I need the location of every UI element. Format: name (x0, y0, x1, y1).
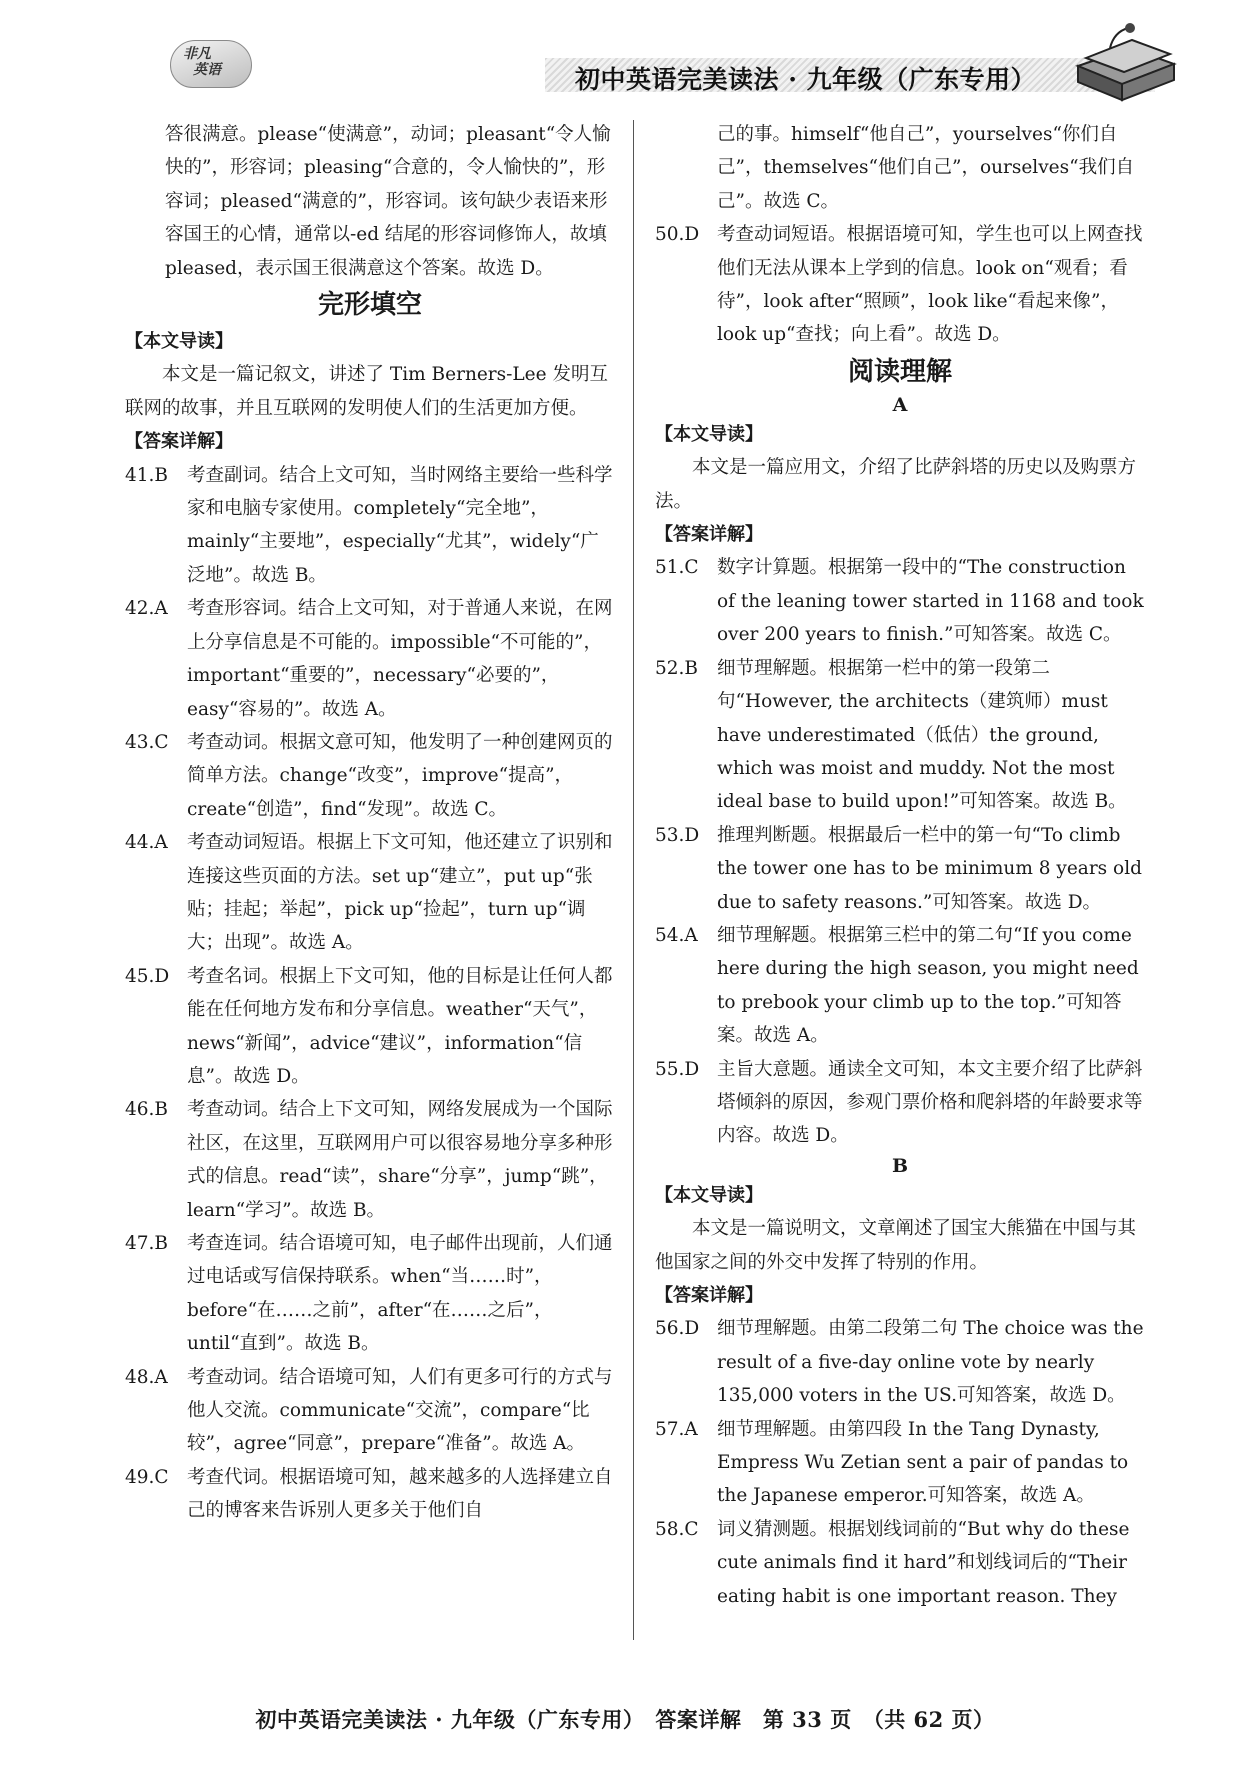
series-logo (170, 40, 252, 88)
part-b-label: B (891, 1154, 909, 1177)
answer-tag: 【答案详解】 (655, 524, 763, 546)
answer-item (125, 459, 615, 593)
answer-item (125, 726, 615, 826)
part-a-label: A (892, 393, 908, 416)
answer-text: 细节理解题。由第四段 In the Tang Dynasty, Empress Wu Zetian sent a pair of pandas to the Japanese emperor.可知答案，故选 A。 (717, 1418, 1129, 1507)
answer-item (125, 960, 615, 1094)
header-title: 初中英语完美读法 · 九年级（广东专用） (575, 65, 1037, 94)
answer-item (125, 826, 615, 960)
answer-text: 细节理解题。根据第三栏中的第二句“If you come here during the high season, you might need to prebook your climb up to the top.”可知答案。故选 A。 (717, 924, 1139, 1047)
answer-text: 考查连词。结合语境可知，电子邮件出现前，人们通过电话或写信保持联系。when“当……时”，before“在……之前”，after“在……之后”，until“直到”。故选 B。 (187, 1233, 613, 1355)
continued-explanation: 己的事。himself“他自己”，yourselves“你们自己”，themselves“他们自己”，ourselves“我们自己”。故选 C。 (717, 124, 1135, 212)
answer-item (125, 1227, 615, 1361)
answer-tag: 【答案详解】 (655, 1285, 763, 1306)
answer-text: 考查动词。结合语境可知，人们有更多可行的方式与他人交流。communicate“交流”，compare“比较”，agree“同意”，prepare“准备”。故选 A。 (187, 1366, 613, 1455)
answer-text: 词义猜测题。根据划线词前的“But why do these cute animals find it hard”和划线词后的“Their eating habit is one important reason. They (717, 1518, 1130, 1607)
answer-number: 52.B (655, 657, 699, 679)
answer-number: 49.C (125, 1466, 169, 1488)
answer-item (655, 551, 1145, 651)
answer-text: 考查形容词。结合上文可知，对于普通人来说，在网上分享信息是不可能的。impossible“不可能的”，important“重要的”，necessary“必要的”，easy“容易的”。故选 A。 (187, 598, 613, 720)
guide-tag: 【本文导读】 (655, 1184, 763, 1206)
page-header (0, 0, 1250, 110)
answer-number: 48.A (125, 1366, 168, 1388)
answer-text: 考查动词。结合上下文可知，网络发展成为一个国际社区，在这里，互联网用户可以很容易地分享多种形式的信息。read“读”，share“分享”，jump“跳”，learn“学习”。故选 B。 (187, 1099, 613, 1221)
answer-number: 47.B (125, 1233, 169, 1254)
logo-text-1: 非凡 (183, 46, 211, 62)
book-icon (1070, 18, 1180, 108)
column-divider (633, 120, 634, 1640)
right-column (655, 118, 1145, 1613)
answer-item (655, 1513, 1145, 1613)
answer-number: 57.A (655, 1418, 698, 1440)
answer-text: 考查动词。根据文意可知，他发明了一种创建网页的简单方法。change“改变”，improve“提高”，create“创造”，find“发现”。故选 C。 (187, 731, 613, 820)
answer-text: 考查代词。根据语境可知，越来越多的人选择建立自己的博客来告诉别人更多关于他们自 (187, 1466, 613, 1522)
answer-number: 55.D (655, 1058, 700, 1080)
answer-number: 44.A (125, 832, 168, 854)
answer-number: 56.D (655, 1318, 700, 1340)
guide-tag: 【本文导读】 (125, 331, 233, 353)
answer-item (125, 592, 615, 726)
answer-text: 主旨大意题。通读全文可知，本文主要介绍了比萨斜塔倾斜的原因，参观门票价格和爬斜塔的年龄要求等内容。故选 D。 (717, 1058, 1143, 1147)
answer-number: 45.D (125, 965, 170, 987)
answer-number: 42.A (125, 598, 168, 620)
logo-text-2: 英语 (193, 62, 221, 78)
section-title-reading: 阅读理解 (847, 356, 952, 387)
answer-text: 考查动词短语。根据上下文可知，他还建立了识别和连接这些页面的方法。set up“建立”，put up“张贴；挂起；举起”，pick up“捡起”，turn up“调大；出现”。故选 A。 (187, 832, 613, 954)
answer-item (125, 1461, 615, 1528)
answer-item (125, 1361, 615, 1461)
answer-item (655, 1312, 1145, 1412)
answer-tag: 【答案详解】 (125, 431, 233, 453)
answer-text: 考查名词。根据上下文可知，他的目标是让任何人都能在任何地方发布和分享信息。weather“天气”，news“新闻”，advice“建议”，information“信息”。故选 D。 (187, 965, 613, 1087)
answer-number: 46.B (125, 1099, 169, 1121)
answer-text: 考查动词短语。根据语境可知，学生也可以上网查找他们无法从课本上学到的信息。look on“观看；看待”，look after“照顾”，look like“看起来像”，look up“查找；向上看”。故选 D。 (717, 224, 1143, 346)
answer-number: 53.D (655, 824, 700, 846)
section-title-cloze: 完形填空 (317, 290, 422, 321)
answer-item (655, 1053, 1145, 1153)
answer-number: 51.C (655, 557, 699, 579)
answer-text: 推理判断题。根据最后一栏中的第一句“To climb the tower one has to be minimum 8 years old due to safety reasons.”可知答案。故选 D。 (717, 824, 1142, 913)
answer-text: 考查副词。结合上文可知，当时网络主要给一些科学家和电脑专家使用。completely“完全地”，mainly“主要地”，especially“尤其”，widely“广泛地”。故选 B。 (187, 464, 613, 586)
answer-number: 58.C (655, 1518, 699, 1540)
guide-text: 本文是一篇应用文，介绍了比萨斜塔的历史以及购票方法。 (655, 457, 1137, 512)
answer-item (655, 652, 1145, 819)
guide-text: 本文是一篇记叙文，讲述了 Tim Berners-Lee 发明互联网的故事，并且互联网的发明使人们的生活更加方便。 (125, 364, 608, 419)
left-column (125, 118, 615, 1528)
continued-explanation: 答很满意。please“使满意”，动词；pleasant“令人愉快的”，形容词；pleasing“合意的，令人愉快的”，形容词；pleased“满意的”，形容词。该句缺少表语来形容国王的心情，通常以-ed 结尾的形容词修饰人，故填 pleased，表示国王很满意这个答案。故选 D。 (165, 124, 611, 279)
answer-item (655, 1413, 1145, 1513)
guide-tag: 【本文导读】 (655, 423, 763, 445)
answer-item (655, 819, 1145, 919)
answer-number: 54.A (655, 924, 698, 946)
guide-text: 本文是一篇说明文，文章阐述了国宝大熊猫在中国与其他国家之间的外交中发挥了特别的作用。 (655, 1218, 1137, 1273)
answer-number: 50.D (655, 224, 700, 246)
answer-text: 细节理解题。由第二段第二句 The choice was the result of a five-day online vote by nearly 135,000 voters in the US.可知答案，故选 D。 (717, 1318, 1144, 1407)
answer-number: 41.B (125, 464, 169, 486)
answer-item (655, 919, 1145, 1053)
answer-text: 细节理解题。根据第一栏中的第一段第二句“However, the architects（建筑师）must have underestimated（低估）the ground, which was moist and muddy. Not the most ideal base to build upon!”可知答案。故选 B。 (717, 657, 1127, 813)
page-footer: 初中英语完美读法 · 九年级（广东专用） 答案详解 第 33 页 （共 62 页） (255, 1707, 995, 1732)
answer-item (125, 1093, 615, 1227)
answer-number: 43.C (125, 731, 169, 753)
answer-item (655, 218, 1145, 352)
answer-text: 数字计算题。根据第一段中的“The construction of the leaning tower started in 1168 and took over 200 years to finish.”可知答案。故选 C。 (717, 557, 1144, 646)
